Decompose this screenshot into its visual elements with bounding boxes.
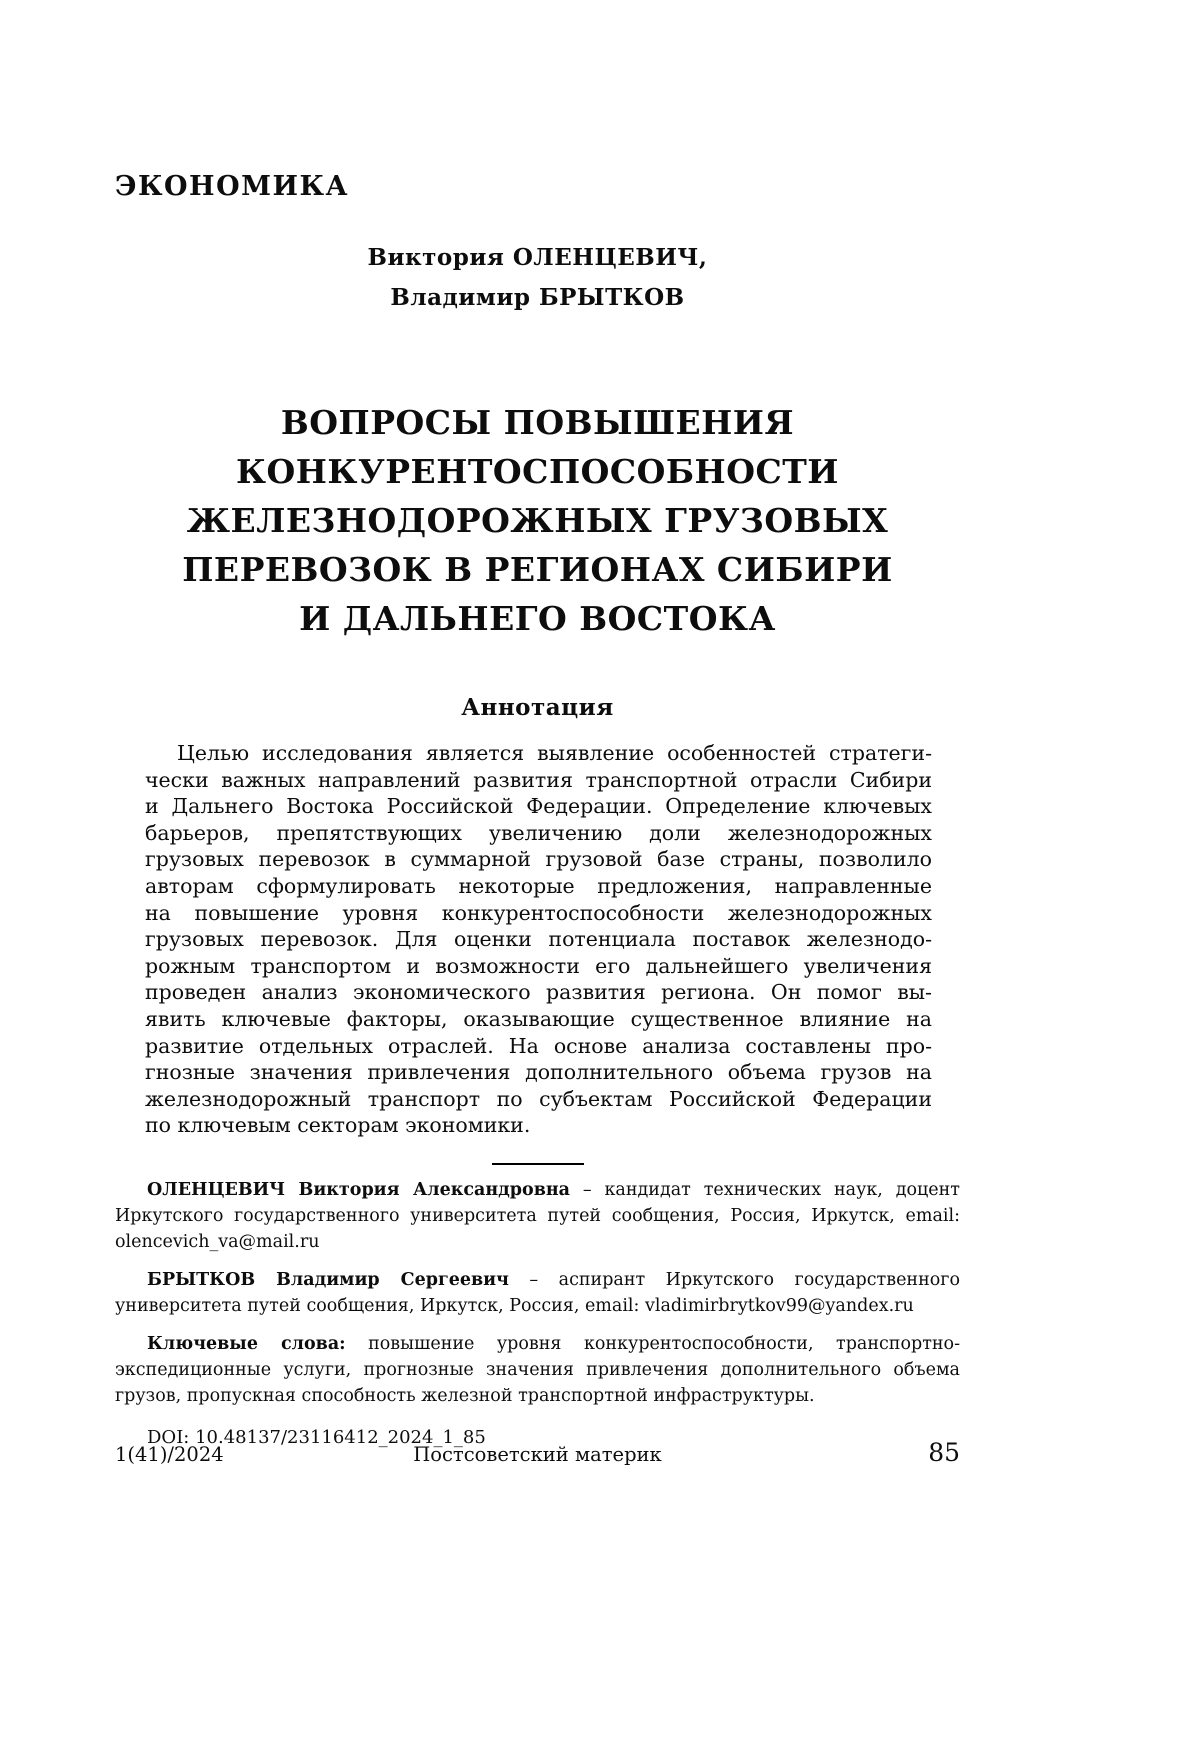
- keywords-paragraph: [115, 1331, 960, 1409]
- footer-page-number: 85: [928, 1438, 960, 1467]
- footnote-author-2-text: – аспирант Иркутского государственного университета путей сообщения, Иркутск, Россия, email: vladimirbrytkov99@yandex.ru: [115, 1269, 960, 1316]
- section-heading: ЭКОНОМИКА: [115, 171, 350, 202]
- author-line-2: Владимир БРЫТКОВ: [390, 283, 685, 311]
- abstract-text: Целью исследования является выявление особенностей стратеги- чески важных направлений развития транспортной отрасли Сибири и Дальнего Востока Российской Федерации. Определение ключевых барьеров, препятствующих увеличению доли железнодорожных грузовых перевозок в суммарной грузовой базе страны, позволило авторам сформулировать некоторые предложения, направленные на повышение уровня конкурентоспособности железнодорожных грузовых перевозок. Для оценки потенциала поставок железнодо- рожным транспортом и возможности его дальнейшего увеличения проведен анализ экономического развития региона. Он помог вы- явить ключевые факторы, оказывающие существенное влияние на развитие отдельных отраслей. На основе анализа составлены про- гнозные значения привлечения дополнительного объема грузов на железнодорожный транспорт по субъектам Российской Федерации по ключевым секторам экономики.: [145, 740, 932, 1138]
- authors-block: [115, 238, 960, 318]
- footer-issue: 1(41)/2024: [115, 1443, 224, 1466]
- keywords-label: Ключевые слова:: [147, 1333, 346, 1354]
- article-title: ВОПРОСЫ ПОВЫШЕНИЯ КОНКУРЕНТОСПОСОБНОСТИ ЖЕЛЕЗНОДОРОЖНЫХ ГРУЗОВЫХ ПЕРЕВОЗОК В РЕГИОНАХ СИБИРИ И ДАЛЬНЕГО ВОСТОКА: [182, 402, 893, 638]
- footnote-author-2: [115, 1267, 960, 1319]
- footnote-author-1-text: – кандидат технических наук, доцент Иркутского государственного университета путей сообщения, Россия, Иркутск, email: olencevich_va@mail.ru: [115, 1179, 960, 1252]
- footnote-author-1-name: ОЛЕНЦЕВИЧ Виктория Александровна: [147, 1179, 571, 1200]
- page-footer: [115, 1438, 960, 1467]
- keywords-text: повышение уровня конкурентоспособности, транспортно-экспедиционные услуги, прогнозные значения привлечения дополнительного объема грузов, пропускная способность железной транспортной инфраструктуры.: [115, 1333, 960, 1406]
- abstract-heading: Аннотация: [461, 693, 614, 721]
- author-line-1: Виктория ОЛЕНЦЕВИЧ,: [367, 243, 708, 271]
- doi: DOI: 10.48137/23116412_2024_1_85: [147, 1426, 486, 1448]
- footnote-author-1: [115, 1177, 960, 1255]
- footer-journal: Постсоветский материк: [413, 1443, 662, 1466]
- footnote-author-2-name: БРЫТКОВ Владимир Сергеевич: [147, 1269, 509, 1290]
- footnote-divider: [492, 1163, 584, 1165]
